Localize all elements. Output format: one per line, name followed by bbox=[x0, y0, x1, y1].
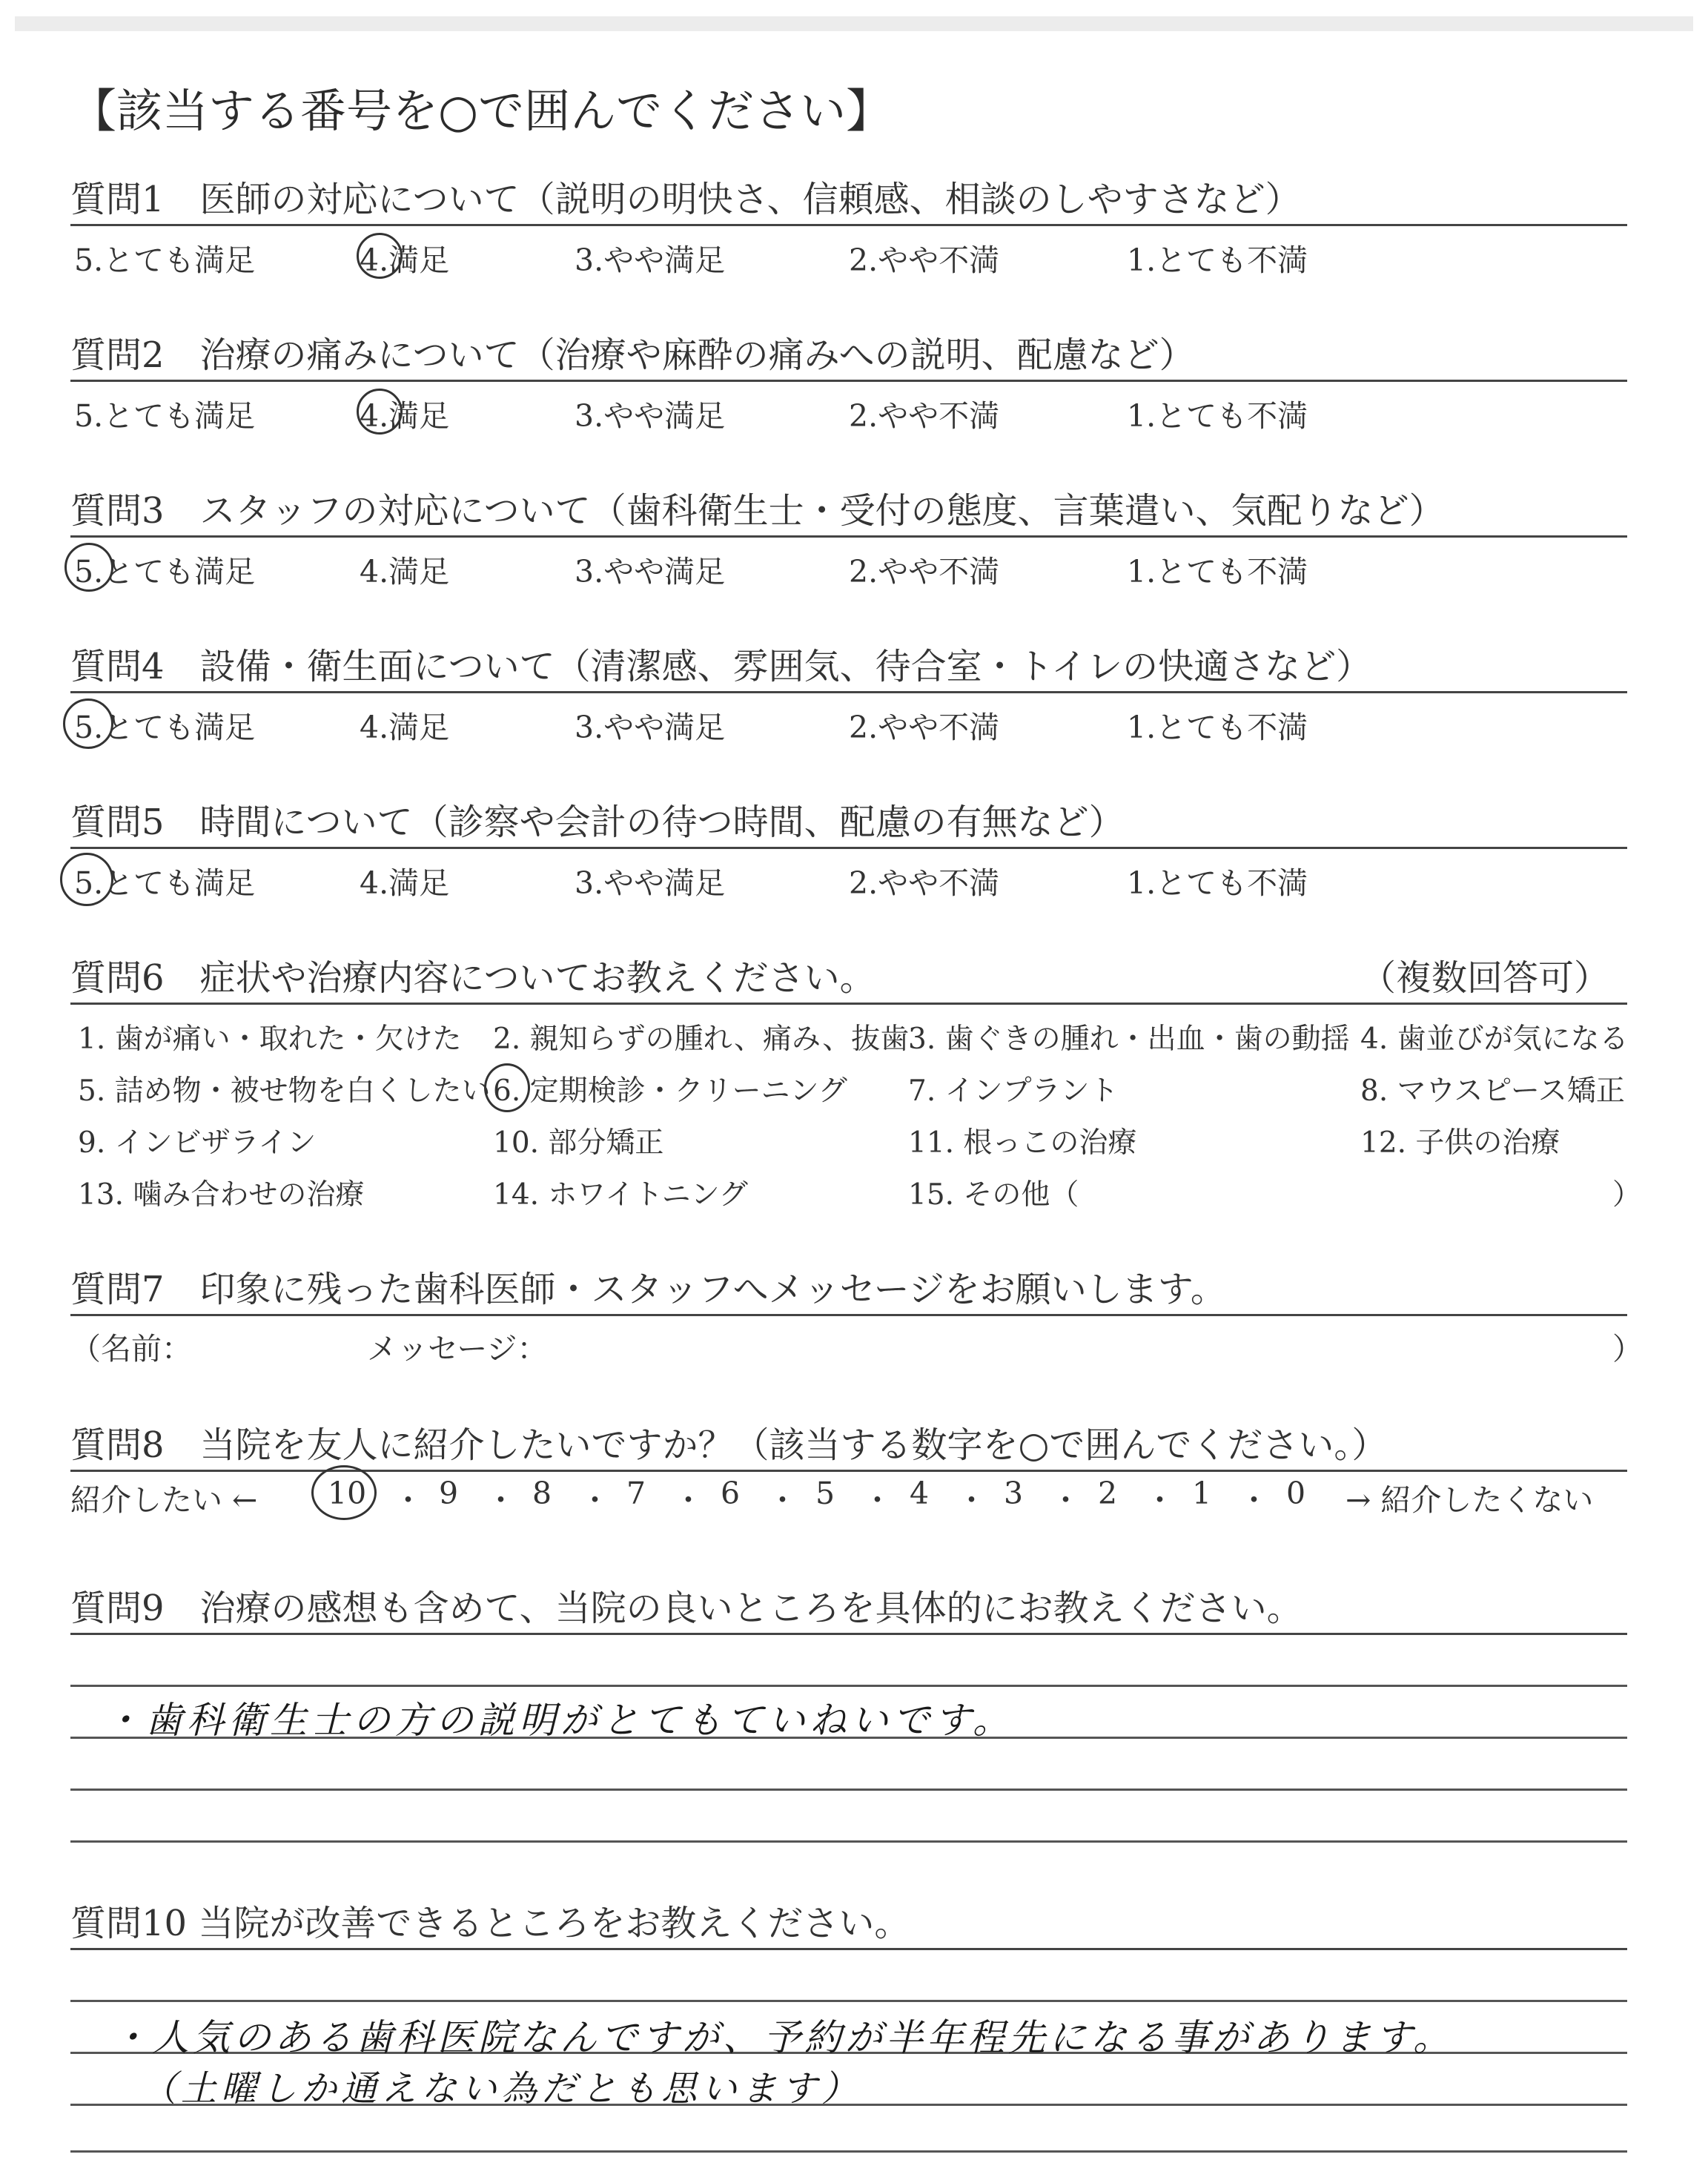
q7-message-label: メッセージ： bbox=[367, 1331, 548, 1367]
q8-dot: ・ bbox=[1239, 1482, 1269, 1518]
question-10-rule bbox=[70, 1948, 1627, 1950]
q3-option-4[interactable]: 4.満足 bbox=[360, 554, 450, 589]
q6-item-4[interactable]: 4. 歯並びが気になる bbox=[1360, 1023, 1629, 1056]
q5-option-5[interactable]: 5.とても満足 bbox=[74, 865, 256, 901]
q8-dot: ・ bbox=[580, 1482, 610, 1518]
question-6-title: 質問6 症状や治療内容についてお教えください。 bbox=[70, 957, 875, 999]
question-3-title: 質問3 スタッフの対応について（歯科衛生士・受付の態度、言葉遣い、気配りなど） bbox=[70, 490, 1445, 532]
q1-option-4[interactable]: 4.満足 bbox=[360, 242, 450, 278]
q10-answer-line bbox=[70, 2000, 1627, 2002]
q10-handwritten-answer-line-1: ・人気のある歯科医院なんですが、予約が半年程先になる事があります。 bbox=[111, 2016, 1454, 2059]
q8-dot: ・ bbox=[486, 1482, 516, 1518]
question-7 bbox=[70, 1261, 1643, 1367]
q4-selected-circle bbox=[63, 698, 113, 749]
q6-item-2[interactable]: 2. 親知らずの腫れ、痛み、抜歯 bbox=[493, 1023, 910, 1056]
q8-scale-3[interactable]: 3 bbox=[1004, 1476, 1024, 1511]
scan-top-edge bbox=[15, 16, 1693, 31]
q8-scale-2[interactable]: 2 bbox=[1098, 1476, 1118, 1511]
q8-dot: ・ bbox=[393, 1482, 423, 1518]
question-9-title: 質問9 治療の感想も含めて、当院の良いところを具体的にお教えください。 bbox=[70, 1588, 1302, 1629]
q8-dot: ・ bbox=[673, 1482, 704, 1518]
question-8-title: 質問8 当院を友人に紹介したいですか？（該当する数字を○で囲んでください。） bbox=[70, 1424, 1388, 1466]
question-9-rule bbox=[70, 1633, 1627, 1635]
q6-item-9[interactable]: 9. インビザライン bbox=[78, 1126, 317, 1160]
question-1-rule bbox=[70, 224, 1627, 226]
q6-selected-circle bbox=[484, 1063, 530, 1112]
q9-answer-line bbox=[70, 1789, 1627, 1791]
q8-scale-5[interactable]: 5 bbox=[815, 1476, 835, 1511]
q6-item-13[interactable]: 13. 噛み合わせの治療 bbox=[78, 1178, 365, 1212]
question-10 bbox=[70, 1895, 1627, 1954]
q8-dot: ・ bbox=[956, 1482, 987, 1518]
q5-option-3[interactable]: 3.やや満足 bbox=[575, 865, 726, 901]
q5-option-2[interactable]: 2.やや不満 bbox=[849, 865, 1000, 901]
question-1 bbox=[70, 171, 1627, 278]
q10-answer-line bbox=[70, 2150, 1627, 2153]
q6-item-5[interactable]: 5. 詰め物・被せ物を白くしたい bbox=[78, 1074, 491, 1108]
question-2 bbox=[70, 326, 1627, 434]
q6-item-6[interactable]: 6. 定期検診・クリーニング bbox=[493, 1074, 847, 1108]
q9-answer-line bbox=[70, 1685, 1627, 1687]
q4-option-3[interactable]: 3.やや満足 bbox=[575, 710, 726, 745]
question-6-note: （複数回答可） bbox=[1360, 957, 1610, 999]
q10-handwritten-answer-line-2: （土曜しか通えない為だとも思います） bbox=[141, 2068, 862, 2110]
q8-scale-1[interactable]: 1 bbox=[1192, 1476, 1212, 1511]
q4-option-5[interactable]: 5.とても満足 bbox=[74, 710, 256, 745]
q6-item-7[interactable]: 7. インプラント bbox=[908, 1074, 1119, 1108]
q8-dot: ・ bbox=[767, 1482, 798, 1518]
question-3-rule bbox=[70, 535, 1627, 538]
q6-item-14[interactable]: 14. ホワイトニング bbox=[493, 1178, 748, 1212]
q6-item-15-close: ） bbox=[1612, 1178, 1642, 1212]
question-7-rule bbox=[70, 1314, 1627, 1316]
q8-scale-0[interactable]: 0 bbox=[1286, 1476, 1306, 1511]
q6-item-10[interactable]: 10. 部分矯正 bbox=[493, 1126, 664, 1160]
q5-option-1[interactable]: 1.とても不満 bbox=[1127, 865, 1308, 901]
q5-selected-circle bbox=[60, 853, 113, 906]
q7-name-label: （名前： bbox=[70, 1331, 192, 1367]
question-5 bbox=[70, 793, 1627, 901]
question-10-title: 質問10 当院が改善できるところをお教えください。 bbox=[70, 1903, 910, 1944]
q4-option-2[interactable]: 2.やや不満 bbox=[849, 710, 1000, 745]
q2-option-3[interactable]: 3.やや満足 bbox=[575, 398, 726, 434]
q1-option-5[interactable]: 5.とても満足 bbox=[74, 242, 256, 278]
q5-option-4[interactable]: 4.満足 bbox=[360, 865, 450, 901]
q8-scale-10[interactable]: 10 bbox=[328, 1476, 367, 1511]
q4-option-1[interactable]: 1.とても不満 bbox=[1127, 710, 1308, 745]
q8-dot: ・ bbox=[862, 1482, 893, 1518]
q2-option-1[interactable]: 1.とても不満 bbox=[1127, 398, 1308, 434]
q2-option-2[interactable]: 2.やや不満 bbox=[849, 398, 1000, 434]
q8-left-label: 紹介したい ← bbox=[70, 1482, 258, 1518]
q9-handwritten-answer: ・歯科衛生士の方の説明がとてもていねいです。 bbox=[104, 1699, 1014, 1742]
q8-right-label: → 紹介したくない bbox=[1345, 1482, 1594, 1518]
question-4-rule bbox=[70, 691, 1627, 693]
question-7-title: 質問7 印象に残った歯科医師・スタッフへメッセージをお願いします。 bbox=[70, 1269, 1226, 1310]
q6-item-1[interactable]: 1. 歯が痛い・取れた・欠けた bbox=[78, 1023, 462, 1056]
q3-option-2[interactable]: 2.やや不満 bbox=[849, 554, 1000, 589]
q3-option-3[interactable]: 3.やや満足 bbox=[575, 554, 726, 589]
q8-scale-7[interactable]: 7 bbox=[626, 1476, 646, 1511]
question-1-title: 質問1 医師の対応について（説明の明快さ、信頼感、相談のしやすさなど） bbox=[70, 179, 1301, 220]
question-4 bbox=[70, 638, 1627, 745]
question-6 bbox=[70, 949, 1642, 1223]
q3-selected-circle bbox=[64, 543, 113, 592]
q8-dot: ・ bbox=[1050, 1482, 1081, 1518]
q6-item-12[interactable]: 12. 子供の治療 bbox=[1360, 1126, 1560, 1160]
question-2-rule bbox=[70, 380, 1627, 382]
question-3 bbox=[70, 482, 1627, 589]
question-9 bbox=[70, 1579, 1627, 1639]
question-4-title: 質問4 設備・衛生面について（清潔感、雰囲気、待合室・トイレの快適さなど） bbox=[70, 646, 1372, 687]
q8-dot: ・ bbox=[1145, 1482, 1175, 1518]
q8-scale-8[interactable]: 8 bbox=[532, 1476, 552, 1511]
q3-option-5[interactable]: 5.とても満足 bbox=[74, 554, 256, 589]
q6-item-3[interactable]: 3. 歯ぐきの腫れ・出血・歯の動揺 bbox=[908, 1023, 1350, 1056]
q8-scale-4[interactable]: 4 bbox=[910, 1476, 930, 1511]
question-6-rule bbox=[70, 1003, 1627, 1005]
q1-selected-circle bbox=[357, 233, 403, 279]
question-2-title: 質問2 治療の痛みについて（治療や麻酔の痛みへの説明、配慮など） bbox=[70, 334, 1195, 376]
q8-scale-9[interactable]: 9 bbox=[439, 1476, 459, 1511]
q1-option-2[interactable]: 2.やや不満 bbox=[849, 242, 1000, 278]
q6-item-8[interactable]: 8. マウスピース矯正 bbox=[1360, 1074, 1625, 1108]
q8-selected-circle bbox=[311, 1465, 377, 1520]
page-title: 【該当する番号を○で囲んでください】 bbox=[70, 84, 893, 138]
q2-option-5[interactable]: 5.とても満足 bbox=[74, 398, 256, 434]
q3-option-1[interactable]: 1.とても不満 bbox=[1127, 554, 1308, 589]
question-5-title: 質問5 時間について（診察や会計の待つ時間、配慮の有無など） bbox=[70, 802, 1125, 843]
q9-answer-line bbox=[70, 1840, 1627, 1843]
question-5-rule bbox=[70, 847, 1627, 849]
q2-selected-circle bbox=[357, 389, 403, 435]
q8-scale-6[interactable]: 6 bbox=[721, 1476, 741, 1511]
q1-option-1[interactable]: 1.とても不満 bbox=[1127, 242, 1308, 278]
question-8-rule bbox=[70, 1470, 1627, 1472]
q6-item-15[interactable]: 15. その他（ bbox=[908, 1178, 1079, 1212]
q4-option-4[interactable]: 4.満足 bbox=[360, 710, 450, 745]
q6-item-11[interactable]: 11. 根っこの治療 bbox=[908, 1126, 1137, 1160]
q2-option-4[interactable]: 4.満足 bbox=[360, 398, 450, 434]
q7-close-paren: ） bbox=[1612, 1331, 1643, 1367]
q1-option-3[interactable]: 3.やや満足 bbox=[575, 242, 726, 278]
